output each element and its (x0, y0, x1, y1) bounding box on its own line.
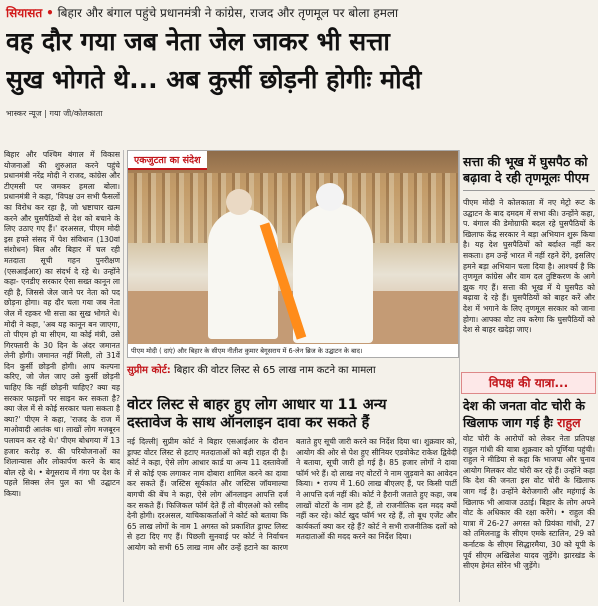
opposition-title-main: देश की जनता वोट चोरी के खिलाफ जाग गई हैः (463, 398, 585, 430)
center-story-body: नई दिल्ली| सुप्रीम कोर्ट ने बिहार एसआईआर के दौरान ड्राफ्ट वोटर लिस्ट से हटाए मतदाताओं को बड़ी राहत दी है। कोर्ट ने कहा, ऐसे लोग आधार कार्ड या अन्य 11 दस्तावेजों में से कोई एक लगाकर नाम दोबारा शामिल करने का दावा कर सकते हैं। जस्टिस सूर्यकांत और जस्टिस जॉयमाल्या बागची की बेंच ने कहा, ऐसे लोग ऑनलाइन आपत्ति दर्ज कर सकते हैं। फिजिकल फॉर्म देते हैं तो बीएलओ को रसीद देनी होगी। दरअसल, याचिकाकर्ताओं ने कोर्ट को बताया कि 65 लाख लोगों के नाम 1 अगस्त को प्रकाशित ड्राफ्ट लिस्ट से हटा दिए गए हैं। पिछली सुनवाई पर कोर्ट ने निर्वाचन आयोग को सभी 65 लाख नाम और उन्हें हटाने का कारण बताते हुए सूची जारी करने का निर्देश दिया था। शुक्रवार को, आयोग की ओर से पेश हुए सीनियर एडवोकेट राकेश द्विवेदी ने बताया, सूची जारी हो गई है। 85 हजार लोगों ने दावा फॉर्म भरे हैं। दो लाख नए वोटरों ने नाम जुड़वाने का आवेदन किया। • राज्य में 1.60 लाख बीएलए हैं, पर किसी पार्टी ने आपत्ति दर्ज नहीं की। कोर्ट ने हैरानी जताते हुए कहा, जब लाखों वोटरों के नाम हटे हैं, तो राजनीतिक दल मदद क्यों नहीं कर रहे। कोर्ट खुद फॉर्म भर रहे हैं, तो बूथ एजेंट और कार्यकर्ता क्या कर रहे हैं? कोर्ट ने सभी राजनीतिक दलों को मतदाताओं की मदद करने का निर्देश दिया। (127, 437, 457, 552)
center-kicker-text: बिहार की वोटर लिस्ट से 65 लाख नाम कटने का मामला (174, 365, 376, 376)
photo-caption: पीएम मोदी ( दाएं) और बिहार के सीएम नीतीश कुमार बेगूसराय में 6-लेन ब्रिज के उद्घाटन के बाद। (128, 344, 458, 357)
center-kicker-label: सुप्रीम कोर्ट: (127, 365, 171, 376)
photo-head-right (316, 183, 344, 211)
opposition-title-name: राहुल (557, 415, 581, 430)
opposition-title (463, 397, 595, 431)
right-story-divider (463, 190, 595, 191)
kicker-text: बिहार और बंगाल पहुंचे प्रधानमंत्री ने कांग्रेस, राजद और तृणमूल पर बोला हमला (57, 6, 399, 20)
kicker (6, 4, 398, 21)
left-column-body: बिहार और पश्चिम बंगाल में विकास योजनाओं की शुरुआत करने पहुंचे प्रधानमंत्री नरेंद्र मोदी ने राजद, कांग्रेस और टीएमसी पर जमकर हमला बोला। प्रधानमंत्री ने कहा, 'विपक्ष उन सभी फैसलों का विरोध कर रहा है, जो भ्रष्टाचार खत्म करने और घुसपैठियों से देश को बचाने के लिए उठाए गए हैं।' दरअसल, पीएम मोदी इस हफ्ते संसद में पेश संविधान (130वां संशोधन) बिल और बिहार में चल रही मतदाता सूची गहन पुनरीक्षण (एसआईआर) का संदर्भ दे रहे थे। उन्होंने कहा- एनडीए सरकार ऐसा सख्त कानून ला रही है, जिससे जेल जाने पर नेता को पद छोड़ना होगा। वह दौर चला गया जब नेता जेल में रहकर भी सत्ता का सुख भोगते थे। मोदी ने कहा, 'अब यह कानून बन जाएगा, तो पीएम हो या सीएम, या कोई मंत्री, उसे गिरफ्तारी के 30 दिन के अंदर जमानत लेनी होगी। जमानत नहीं मिली, तो 31वें दिन कुर्सी छोड़नी होगी। आप कल्पना करिए, जो जेल जाए उसे कुर्सी छोड़नी चाहिए कि नहीं छोड़नी चाहिए? क्या यह सरकार फाइलों पर साइन कर सकता है? क्या जेल में से कोई सरकार चला सकता है क्या?' पीएम ने कहा, 'राजद के राज में माओवादी आतंक था। लाखों लोग मजबूरन पलायन कर रहे थे।' पीएम बोधगया में 13 हजार करोड़ रु. की परियोजनाओं का शिलान्यास और लोकार्पण करने के बाद बोल रहे थे। • बेगूसराय में गंगा पर देश के पहले सिक्स लेन पुल का भी उद्घाटन किया। (4, 150, 120, 498)
photo-figure-right (293, 203, 373, 343)
right-story-title: सत्ता की भूख में घुसपैठ को बढ़ावा दे रही तृणमूलः पीएम (463, 154, 589, 185)
center-subhead-2: दस्तावेज के साथ ऑनलाइन दावा कर सकते हैं (127, 415, 370, 431)
photo-badge: एकजुटता का संदेश (128, 151, 207, 170)
photo-head-left (226, 189, 252, 215)
right-story-body: पीएम मोदी ने कोलकाता में नए मेट्रो रूट के उद्घाटन के बाद दमदम में सभा की। उन्होंने कहा, प. बंगाल की डेमोग्राफी बदल रहे घुसपैठियों के खिलाफ केंद्र सरकार ने बड़ा अभियान शुरू किया है। यह देश घुसपैठियों को बर्दाश्त नहीं कर सकता। हम उन्हें भारत में नहीं रहने देंगे, इसलिए हमने बड़ा अभियान चला दिया है। आश्चर्य है कि तृणमूल कांग्रेस और वाम दल तुष्टिकरण के आगे झुक गए हैं। सत्ता की भूख में ये घुसपैठ को बढ़ावा दे रहे हैं। घुसपैठियों को बाहर करें और देश में भगाने के लिए तृणमूल सरकार को जाना होगा। आपका वोट तय करेगा कि घुसपैठियों को देश से बाहर खदेड़ा जाए। (463, 198, 595, 335)
kicker-label: सियासत (6, 6, 43, 20)
column-divider (459, 150, 460, 602)
headline-line-2: सुख भोगते थे... अब कुर्सी छोड़नी होगीः मोदी (6, 65, 422, 94)
opposition-box (461, 372, 596, 394)
photo-crowd (128, 173, 458, 243)
news-photo (127, 150, 459, 358)
column-divider (123, 150, 124, 602)
center-subhead-1: वोटर लिस्ट से बाहर हुए लोग आधार या 11 अन्य (127, 397, 387, 413)
kicker-bullet: • (46, 6, 54, 20)
center-kicker (127, 362, 376, 376)
byline: भास्कर न्यूज | गया जी/कोलकाता (6, 109, 103, 118)
opposition-box-label: विपक्ष की यात्रा... (488, 376, 569, 390)
headline-line-1: वह दौर गया जब नेता जेल जाकर भी सत्ता (6, 27, 390, 56)
opposition-body: वोट चोरी के आरोपों को लेकर नेता प्रतिपक्ष राहुल गांधी की यात्रा शुक्रवार को पूर्णिया पहुंची। राहुल ने मीडिया से कहा कि भाजपा और चुनाव आयोग मिलकर वोट चोरी कर रहे हैं। उन्होंने कहा कि देश की जनता इस वोट चोरी के खिलाफ जाग गई है। उन्होंने बेरोजगारी और महंगाई के खिलाफ भी आवाज उठाई। बिहार के लोग अपने वोट के अधिकार की रक्षा करेंगे। • राहुल की यात्रा में 26-27 अगस्त को प्रियंका गांधी, 27 को तमिलनाडु के सीएम एमके स्टालिन, 29 को कर्नाटक के सीएम सिद्धारमैया, 30 को यूपी के पूर्व सीएम अखिलेश यादव जुड़ेंगे। झारखंड के सीएम हेमंत सोरेन भी जुड़ेंगे। (463, 434, 595, 571)
